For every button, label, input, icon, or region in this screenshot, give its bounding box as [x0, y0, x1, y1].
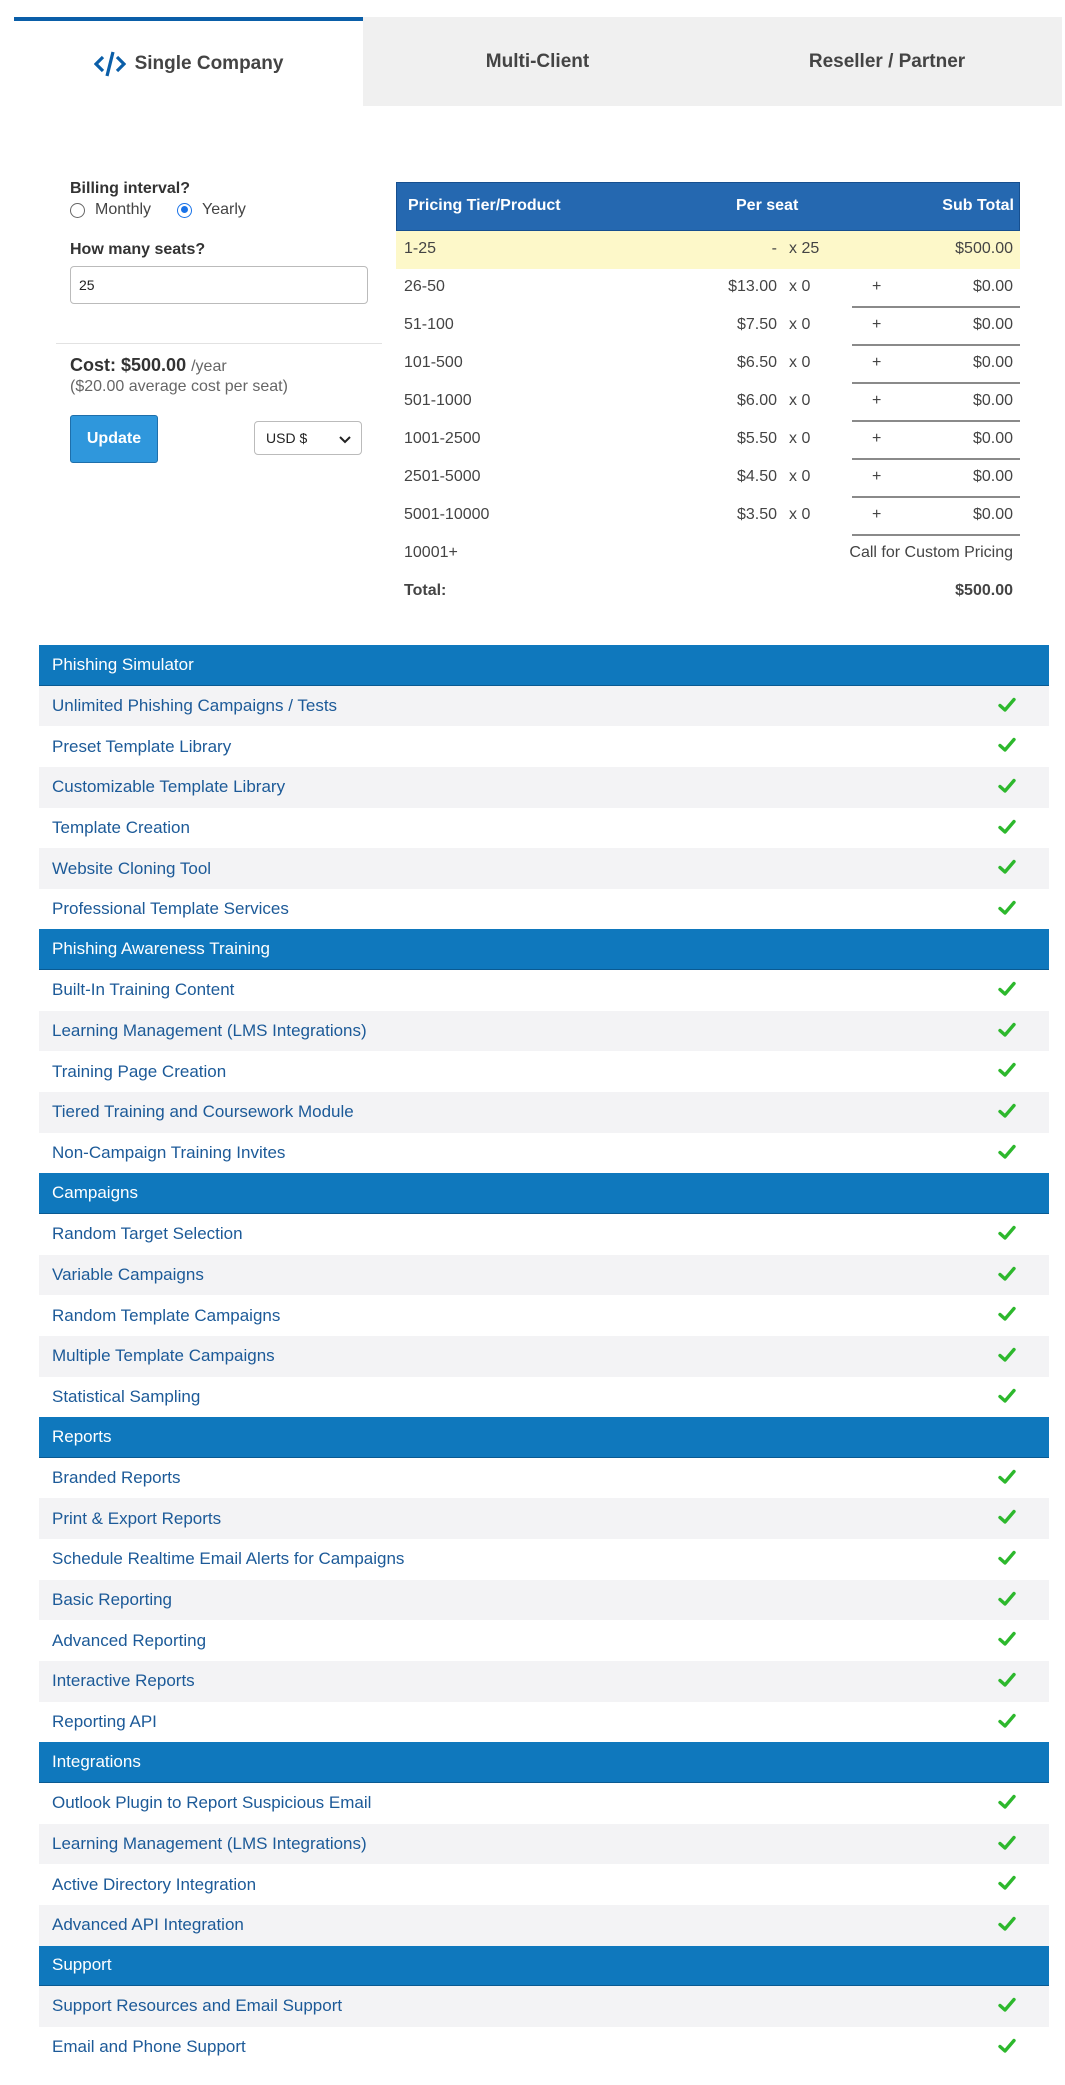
subtotal: $0.00 [972, 278, 1013, 295]
feature-row [39, 1295, 1049, 1336]
plus-sign: + [872, 316, 882, 333]
check-icon [998, 1591, 1016, 1612]
per-seat-price: $13.00 [728, 278, 777, 295]
tab-label: Reseller / Partner [808, 50, 966, 72]
pricing-form [70, 180, 370, 304]
check-icon [998, 1266, 1016, 1287]
plan-tabs [14, 17, 1062, 106]
pricing-row-active [396, 231, 1020, 269]
feature-section-header [39, 1742, 1049, 1783]
tier: 501-1000 [404, 392, 472, 409]
check-icon [998, 697, 1016, 718]
feature-name: Support Resources and Email Support [52, 1996, 343, 2016]
total-label: Total: [404, 582, 447, 599]
section-title: Integrations [52, 1752, 141, 1772]
custom-pricing-text: Call for Custom Pricing [849, 544, 1013, 561]
quantity: x 25 [789, 240, 820, 257]
feature-name: Variable Campaigns [52, 1264, 204, 1284]
pricing-row [396, 497, 1020, 535]
pricing-row [396, 269, 1020, 307]
feature-row [39, 1702, 1049, 1743]
header-per-seat: Per seat [736, 197, 799, 214]
features-table [39, 645, 1049, 2067]
check-icon [998, 1388, 1016, 1409]
feature-row [39, 1051, 1049, 1092]
tab-reseller-partner[interactable] [712, 17, 1062, 106]
pricing-total-row [396, 573, 1020, 611]
plus-sign: + [872, 354, 882, 371]
feature-name: Interactive Reports [52, 1671, 195, 1691]
section-title: Support [52, 1955, 112, 1975]
pricing-row [396, 383, 1020, 421]
feature-section-header [39, 1946, 1049, 1987]
seats-input[interactable] [70, 266, 368, 304]
quantity: x 0 [789, 316, 811, 333]
tab-label: Single Company [134, 52, 284, 74]
feature-name: Print & Export Reports [52, 1508, 222, 1528]
check-icon [998, 1631, 1016, 1652]
feature-row [39, 970, 1049, 1011]
feature-name: Tiered Training and Coursework Module [52, 1102, 354, 1122]
feature-name: Learning Management (LMS Integrations) [52, 1021, 367, 1041]
feature-row [39, 1377, 1049, 1418]
check-icon [998, 1144, 1016, 1165]
subtotal: $0.00 [972, 316, 1013, 333]
pricing-table-header [396, 182, 1020, 231]
feature-row [39, 1255, 1049, 1296]
currency-select[interactable] [254, 421, 362, 455]
check-icon [998, 1713, 1016, 1734]
check-icon [998, 737, 1016, 758]
quantity: x 0 [789, 506, 811, 523]
feature-row [39, 1824, 1049, 1865]
per-seat-price: - [771, 240, 777, 257]
check-icon [998, 1794, 1016, 1815]
check-icon [998, 981, 1016, 1002]
feature-name: Built-In Training Content [52, 980, 235, 1000]
cost-summary [70, 355, 227, 376]
radio-unchecked-icon[interactable] [70, 203, 85, 218]
check-icon [998, 778, 1016, 799]
tab-single-company[interactable] [14, 17, 363, 106]
feature-row [39, 1620, 1049, 1661]
section-title: Reports [52, 1426, 112, 1446]
tier: 1-25 [404, 240, 437, 257]
check-icon [998, 1306, 1016, 1327]
section-title: Phishing Simulator [52, 654, 194, 674]
header-sub-total: Sub Total [942, 197, 1014, 214]
radio-label: Monthly [95, 201, 152, 218]
tier: 10001+ [404, 544, 458, 561]
feature-name: Preset Template Library [52, 736, 232, 756]
feature-name: Active Directory Integration [52, 1874, 257, 1894]
check-icon [998, 1225, 1016, 1246]
feature-name: Template Creation [52, 817, 190, 837]
feature-name: Advanced Reporting [52, 1630, 207, 1650]
subtotal: $0.00 [972, 354, 1013, 371]
subtotal: $0.00 [972, 430, 1013, 447]
feature-section-header [39, 645, 1049, 686]
feature-row [39, 1539, 1049, 1580]
subtotal: $0.00 [972, 392, 1013, 409]
billing-interval-label: Billing interval? [70, 180, 191, 197]
feature-name: Customizable Template Library [52, 777, 286, 797]
per-seat-price: $6.50 [736, 354, 777, 371]
feature-row [39, 1458, 1049, 1499]
feature-row [39, 1864, 1049, 1905]
pricing-row-custom [396, 535, 1020, 573]
cost-value: $500.00 [121, 355, 187, 375]
tier: 5001-10000 [404, 506, 490, 523]
feature-row [39, 889, 1049, 930]
section-title: Campaigns [52, 1183, 138, 1203]
plus-sign: + [872, 506, 882, 523]
feature-name: Website Cloning Tool [52, 858, 212, 878]
feature-row [39, 1905, 1049, 1946]
feature-name: Professional Template Services [52, 899, 289, 919]
plus-sign: + [872, 430, 882, 447]
feature-row [39, 767, 1049, 808]
check-icon [998, 859, 1016, 880]
check-icon [998, 1997, 1016, 2018]
subtotal: $500.00 [955, 240, 1013, 257]
check-icon [998, 1022, 1016, 1043]
feature-section-header [39, 1417, 1049, 1458]
tier: 101-500 [404, 354, 463, 371]
subtotal: $0.00 [972, 506, 1013, 523]
feature-row [39, 1336, 1049, 1377]
check-icon [998, 1916, 1016, 1937]
feature-section-header [39, 1173, 1049, 1214]
feature-row [39, 1498, 1049, 1539]
per-seat-price: $4.50 [736, 468, 777, 485]
feature-name: Reporting API [52, 1711, 157, 1731]
check-icon [998, 1835, 1016, 1856]
radio-checked-icon[interactable] [177, 203, 192, 218]
feature-name: Random Target Selection [52, 1224, 243, 1244]
check-icon [998, 1875, 1016, 1896]
plus-sign: + [872, 278, 882, 295]
plus-sign: + [872, 392, 882, 409]
feature-name: Training Page Creation [52, 1061, 227, 1081]
tier: 26-50 [404, 278, 445, 295]
feature-name: Unlimited Phishing Campaigns / Tests [52, 695, 338, 715]
per-seat-price: $6.00 [736, 392, 777, 409]
per-seat-price: $3.50 [736, 506, 777, 523]
feature-row [39, 808, 1049, 849]
tier: 51-100 [404, 316, 454, 333]
feature-name: Multiple Template Campaigns [52, 1346, 275, 1366]
check-icon [998, 1672, 1016, 1693]
feature-name: Advanced API Integration [52, 1915, 244, 1935]
feature-row [39, 686, 1049, 727]
subtotal: $0.00 [972, 468, 1013, 485]
feature-row [39, 1783, 1049, 1824]
feature-section-header [39, 929, 1049, 970]
check-icon [998, 900, 1016, 921]
feature-name: Learning Management (LMS Integrations) [52, 1833, 367, 1853]
quantity: x 0 [789, 392, 811, 409]
cost-prefix: Cost: [70, 355, 116, 375]
check-icon [998, 2038, 1016, 2059]
feature-row [39, 1133, 1049, 1174]
pricing-table [396, 182, 1020, 611]
check-icon [998, 1347, 1016, 1368]
feature-name: Outlook Plugin to Report Suspicious Email [52, 1793, 372, 1813]
tab-label: Multi-Client [485, 50, 590, 72]
average-cost-text: ($20.00 average cost per seat) [70, 378, 288, 395]
tier: 1001-2500 [404, 430, 481, 447]
currency-value: USD $ [266, 430, 308, 446]
radio-monthly[interactable] [70, 201, 151, 219]
form-divider [56, 343, 382, 344]
check-icon [998, 1062, 1016, 1083]
feature-name: Basic Reporting [52, 1590, 173, 1610]
check-icon [998, 1550, 1016, 1571]
plus-sign: + [872, 468, 882, 485]
feature-row [39, 1661, 1049, 1702]
total-value: $500.00 [955, 582, 1013, 599]
feature-name: Statistical Sampling [52, 1386, 201, 1406]
check-icon [998, 1469, 1016, 1490]
feature-name: Non-Campaign Training Invites [52, 1143, 286, 1162]
tab-multi-client[interactable] [363, 17, 712, 106]
feature-row [39, 1580, 1049, 1621]
feature-row [39, 1011, 1049, 1052]
check-icon [998, 1103, 1016, 1124]
pricing-row [396, 459, 1020, 497]
section-title: Phishing Awareness Training [52, 939, 270, 959]
per-seat-price: $5.50 [736, 430, 777, 447]
feature-row [39, 1214, 1049, 1255]
update-button[interactable]: Update [70, 415, 158, 463]
per-seat-price: $7.50 [736, 316, 777, 333]
pricing-row [396, 421, 1020, 459]
tier: 2501-5000 [404, 468, 481, 485]
feature-row [39, 1092, 1049, 1133]
billing-interval-group [70, 201, 370, 219]
feature-row [39, 848, 1049, 889]
check-icon [998, 819, 1016, 840]
feature-row [39, 1986, 1049, 2027]
quantity: x 0 [789, 354, 811, 371]
feature-row [39, 726, 1049, 767]
feature-name: Random Template Campaigns [52, 1305, 281, 1325]
feature-name: Email and Phone Support [52, 2037, 246, 2057]
pricing-row [396, 345, 1020, 383]
quantity: x 0 [789, 468, 811, 485]
radio-label: Yearly [202, 201, 246, 218]
code-icon [94, 51, 126, 77]
quantity: x 0 [789, 278, 811, 295]
check-icon [998, 1509, 1016, 1530]
feature-name: Schedule Realtime Email Alerts for Campaigns [52, 1549, 405, 1569]
seats-label: How many seats? [70, 241, 206, 258]
header-tier: Pricing Tier/Product [408, 197, 561, 214]
cost-period: /year [191, 358, 227, 375]
chevron-down-icon [339, 432, 351, 448]
pricing-row [396, 307, 1020, 345]
feature-name: Branded Reports [52, 1468, 181, 1488]
feature-row [39, 2027, 1049, 2068]
radio-yearly[interactable] [177, 201, 246, 219]
quantity: x 0 [789, 430, 811, 447]
